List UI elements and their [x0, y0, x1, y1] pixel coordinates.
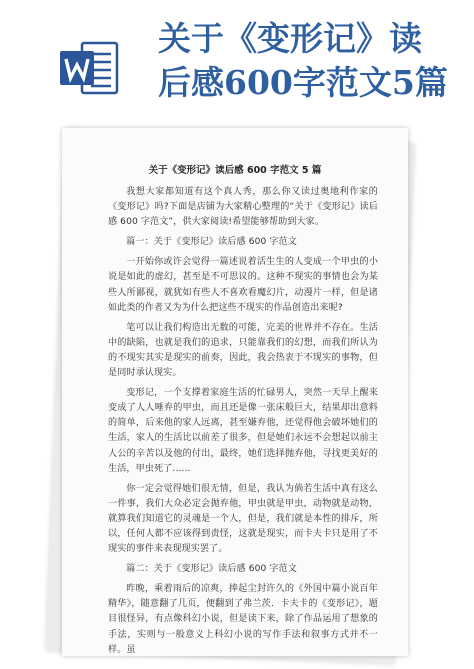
- document-page: [62, 128, 408, 656]
- document-title: 关于《变形记》读后感 600 字范文 5 篇: [148, 165, 322, 176]
- section-heading-2: 篇二：关于《变形记》读后感 600 字范文: [126, 564, 297, 575]
- word-doc-icon: [58, 40, 120, 96]
- section-heading-1: 篇一：关于《变形记》读后感 600 字范文: [126, 237, 297, 248]
- banner-title: [158, 17, 458, 105]
- paragraph: 昨晚，乘着雨后的凉爽，捧起尘封许久的《外国中篇小说百年精华》，随意翻了几页，便翻到了弗兰茨．卡夫卡的《变形记》，题目很怪异，有点像科幻小说，但是读下来，除了作品运用了想象的手法，实则与一般意义上科幻小说的写作手法和叙事方式并不一样。虽: [108, 584, 378, 655]
- paragraph: 一开始你或许会觉得一篇述说着活生生的人变成一个甲虫的小说是如此的虚幻，甚至是不可思议的。这种不现实的事情也会为某些人所鄙视，就犹如有些人不喜欢看魔幻片，动漫片一样，但是诸如此类的作者又为为什么把这些不现实的作品创造出来呢?: [108, 257, 378, 313]
- banner-title-line2: 后感600字范文5篇: [158, 63, 448, 102]
- document-body: [108, 185, 378, 656]
- paragraph: 你一定会觉得她们很无情，但是，我认为倘若生活中真有这么一件事，我们大众必定会抛弃他，甲虫就是甲虫，动物就是动物，就算我们知道它的灵魂是一个人，但是，我们就是本性的排斥，所以，任何人都不应该得到责怪，这就是现实，而卡夫卡只是用了不现实的事件来表现现实罢了。: [108, 483, 378, 555]
- banner-title-line1: 关于《变形记》读: [158, 19, 422, 58]
- paragraph-intro: 我想大家都知道有这个真人秀，那么你又读过奥地利作家的《变形记》吗?下面是店铺为大家精心整理的“关于《变形记》读后感 600 字范文”，供大家阅读!希望能够帮助到大家。: [108, 187, 378, 228]
- paragraph: 变形记，一个支撑着家庭生活的忙碌男人，突然一天早上醒来变成了人人唾弃的甲虫，而且还是像一张床般巨大，结果却出意料的简单，后来他的家人远离，甚至嫌弃他，还觉得他会破坏她们的生活，家人的生活比以前差了很多，但是她们永远不会想起以前主人公的辛苦以及他的付出，最终，她们选择抛弃他，寻找更美好的生活，甲虫死了……: [108, 388, 378, 474]
- paragraph: 笔可以让我们构造出无数的可能，完美的世界并不存在。生活中的缺陷，也就是我们的追求，只能靠我们的幻想，而我们所认为的不现实其实是现实的前奏，因此，我会热衷于不现实的事物，但是同时承认现实。: [108, 322, 378, 379]
